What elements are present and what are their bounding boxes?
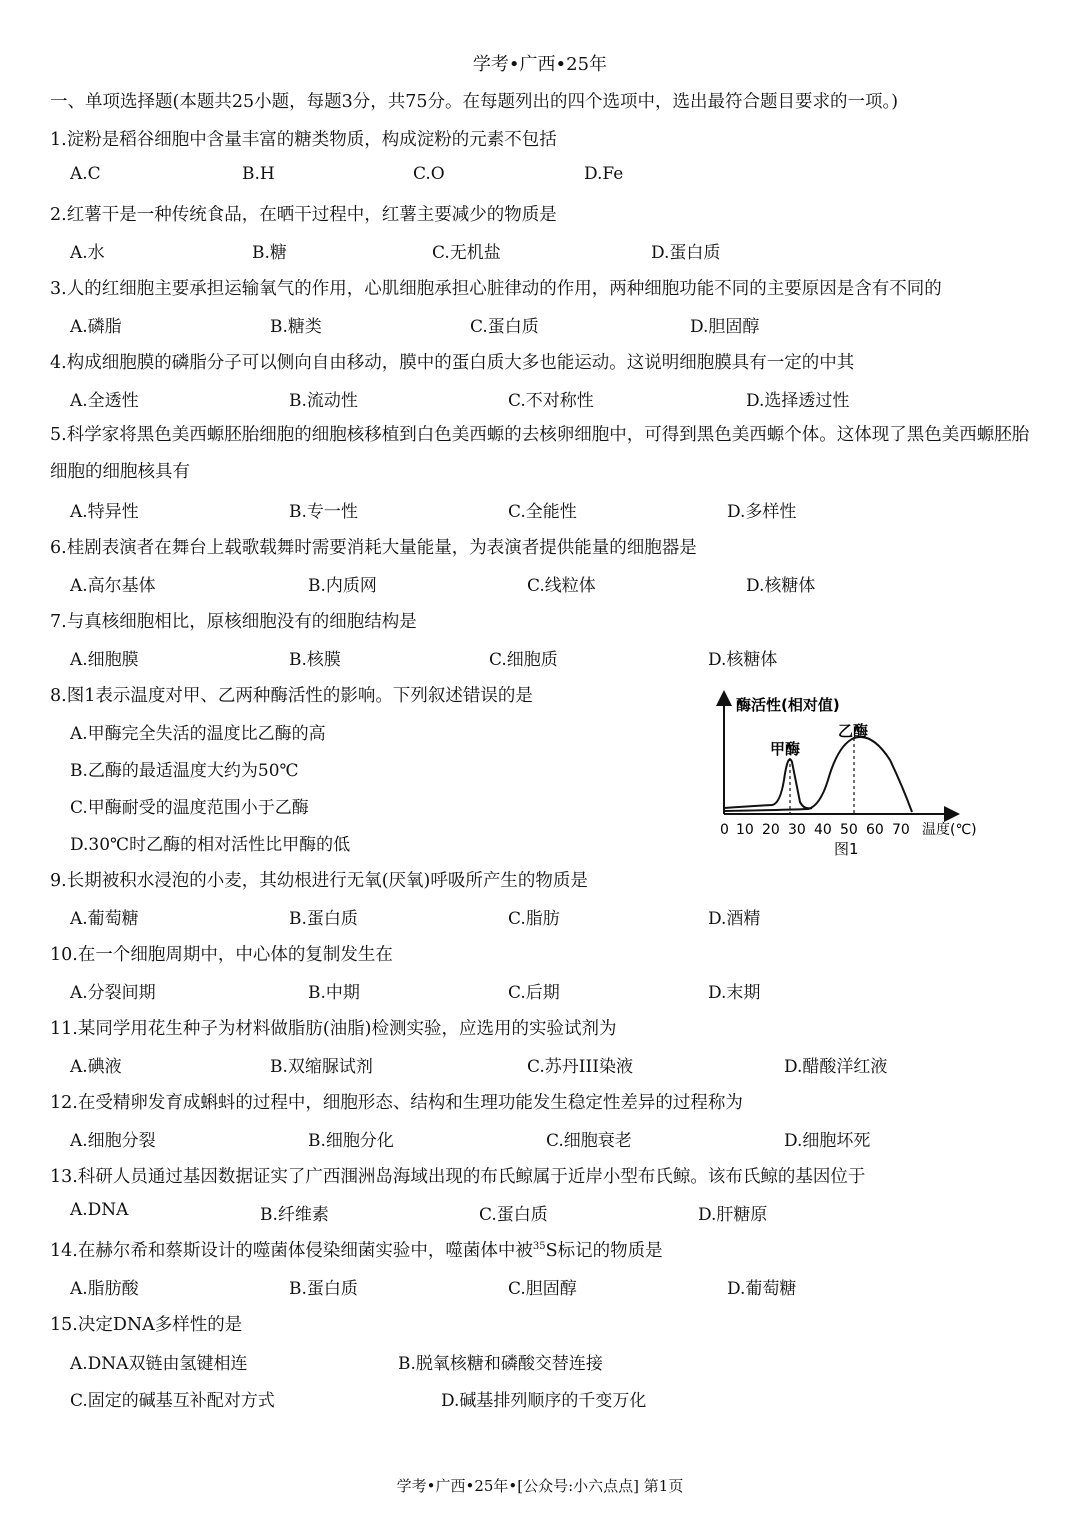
option: B.H	[242, 164, 275, 184]
figure-caption: 图1	[834, 840, 859, 858]
option: D.碱基排列顺序的千变万化	[441, 1391, 647, 1411]
option: D.核糖体	[746, 576, 816, 596]
option: B.脱氧核糖和磷酸交替连接	[398, 1354, 603, 1374]
option: B.细胞分化	[308, 1131, 394, 1151]
section-title: 一、单项选择题(本题共25小题，每题3分，共75分。在每题列出的四个选项中，选出最符合题目要求的一项。)	[50, 92, 899, 112]
option: A.碘液	[70, 1057, 122, 1077]
option: D.多样性	[727, 502, 797, 522]
option: B.中期	[308, 983, 360, 1003]
option: B.纤维素	[260, 1205, 329, 1225]
option: C.后期	[508, 983, 560, 1003]
tick-label: 30	[788, 822, 806, 838]
option: B.内质网	[308, 576, 377, 596]
option: C.线粒体	[527, 576, 596, 596]
stem-text: S标记的物质是	[545, 1241, 663, 1261]
option: C.甲酶耐受的温度范围小于乙酶	[70, 798, 309, 818]
series-a-curve	[724, 759, 812, 808]
option: B.乙酶的最适温度大约为50℃	[70, 761, 299, 781]
option: A.甲酶完全失活的温度比乙酶的高	[70, 724, 326, 744]
option: B.专一性	[289, 502, 358, 522]
option: D.胆固醇	[690, 317, 760, 337]
option: A.磷脂	[70, 317, 122, 337]
option: A.DNA双链由氢键相连	[70, 1354, 248, 1374]
tick-label: 70	[892, 822, 910, 838]
question-stem: 3.人的红细胞主要承担运输氧气的作用，心肌细胞承担心脏律动的作用，两种细胞功能不同的主要原因是含有不同的	[50, 279, 942, 299]
option: A.葡萄糖	[70, 909, 139, 929]
option: A.高尔基体	[70, 576, 156, 596]
question-stem: 7.与真核细胞相比，原核细胞没有的细胞结构是	[50, 612, 417, 632]
option: A.C	[70, 164, 101, 184]
question-stem: 5.科学家将黑色美西螈胚胎细胞的细胞核移植到白色美西螈的去核卵细胞中，可得到黑色美西螈个体。这体现了黑色美西螈胚胎细胞的细胞核具有	[50, 425, 1030, 482]
option: B.流动性	[289, 391, 358, 411]
question-stem: 8.图1表示温度对甲、乙两种酶活性的影响。下列叙述错误的是	[50, 686, 533, 706]
question-stem: 6.桂剧表演者在舞台上载歌载舞时需要消耗大量能量，为表演者提供能量的细胞器是	[50, 538, 697, 558]
series-b-label: 乙酶	[838, 722, 869, 740]
option: A.脂肪酸	[70, 1279, 139, 1299]
question-stem: 9.长期被积水浸泡的小麦，其幼根进行无氧(厌氧)呼吸所产生的物质是	[50, 871, 588, 891]
isotope-superscript: 35	[532, 1241, 546, 1253]
option: A.细胞膜	[70, 650, 139, 670]
question-stem: 15.决定DNA多样性的是	[50, 1315, 243, 1335]
option: C.细胞衰老	[546, 1131, 632, 1151]
tick-label: 50	[840, 822, 858, 838]
option: A.DNA	[70, 1200, 129, 1220]
tick-label: 40	[814, 822, 832, 838]
option: C.O	[413, 164, 445, 184]
enzyme-activity-figure	[712, 690, 1032, 860]
page-footer: 学考•广西•25年•[公众号:小六点点] 第1页	[396, 1477, 684, 1495]
option: D.末期	[708, 983, 761, 1003]
option: C.无机盐	[432, 243, 501, 263]
page-header: 学考•广西•25年	[472, 54, 608, 75]
option: B.双缩脲试剂	[270, 1057, 373, 1077]
option: C.蛋白质	[479, 1205, 548, 1225]
option: C.固定的碱基互补配对方式	[70, 1391, 275, 1411]
tick-label: 0	[720, 822, 729, 838]
option: C.不对称性	[508, 391, 594, 411]
option: D.细胞坏死	[784, 1131, 871, 1151]
option: C.苏丹III染液	[527, 1057, 633, 1077]
tick-label: 60	[866, 822, 884, 838]
option: B.糖	[252, 243, 287, 263]
x-tick-labels	[720, 822, 910, 838]
option: C.细胞质	[489, 650, 558, 670]
y-axis-label: 酶活性(相对值)	[736, 696, 840, 714]
option: A.全透性	[70, 391, 139, 411]
question-stem: 2.红薯干是一种传统食品，在晒干过程中，红薯主要减少的物质是	[50, 205, 557, 225]
option: D.醋酸洋红液	[784, 1057, 888, 1077]
question-stem: 13.科研人员通过基因数据证实了广西涠洲岛海域出现的布氏鲸属于近岸小型布氏鲸。该布氏鲸的基因位于	[50, 1167, 866, 1187]
option: D.肝糖原	[698, 1205, 768, 1225]
option: D.葡萄糖	[727, 1279, 797, 1299]
option: B.蛋白质	[289, 909, 358, 929]
series-a-label: 甲酶	[770, 740, 801, 758]
x-axis-label: 温度(℃)	[922, 822, 977, 838]
option: B.核膜	[289, 650, 341, 670]
option: A.细胞分裂	[70, 1131, 156, 1151]
option: D.蛋白质	[651, 243, 721, 263]
question-stem	[50, 1237, 663, 1262]
option: A.特异性	[70, 502, 139, 522]
option: D.选择透过性	[746, 391, 850, 411]
series-b-curve	[724, 737, 912, 812]
stem-text: 14.在赫尔希和蔡斯设计的噬菌体侵染细菌实验中，噬菌体中被	[50, 1241, 533, 1261]
tick-label: 10	[736, 822, 754, 838]
option: D.Fe	[584, 164, 624, 184]
option: A.分裂间期	[70, 983, 156, 1003]
tick-label: 20	[762, 822, 780, 838]
option: A.水	[70, 243, 105, 263]
option: B.糖类	[270, 317, 322, 337]
option: D.酒精	[708, 909, 761, 929]
option: D.核糖体	[708, 650, 778, 670]
question-stem: 1.淀粉是稻谷细胞中含量丰富的糖类物质，构成淀粉的元素不包括	[50, 130, 557, 150]
option: C.脂肪	[508, 909, 560, 929]
option: B.蛋白质	[289, 1279, 358, 1299]
question-stem: 4.构成细胞膜的磷脂分子可以侧向自由移动，膜中的蛋白质大多也能运动。这说明细胞膜具有一定的中其	[50, 353, 855, 373]
question-stem: 10.在一个细胞周期中，中心体的复制发生在	[50, 945, 393, 965]
option: D.30℃时乙酶的相对活性比甲酶的低	[70, 835, 351, 855]
option: C.蛋白质	[470, 317, 539, 337]
question-stem: 11.某同学用花生种子为材料做脂肪(油脂)检测实验，应选用的实验试剂为	[50, 1019, 617, 1039]
option: C.全能性	[508, 502, 577, 522]
question-stem: 12.在受精卵发育成蝌蚪的过程中，细胞形态、结构和生理功能发生稳定性差异的过程称为	[50, 1093, 743, 1113]
option: C.胆固醇	[508, 1279, 577, 1299]
